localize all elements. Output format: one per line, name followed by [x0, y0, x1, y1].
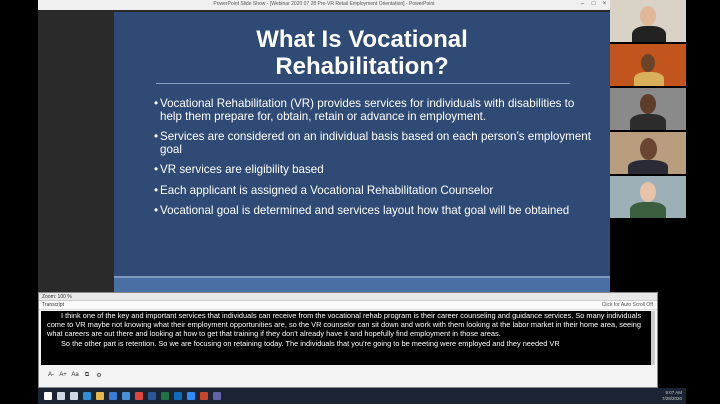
avatar-body	[634, 72, 664, 86]
window-title: PowerPoint Slide Show - [Webinar 2020 07 28 Pre-VR Retail Employment Orientation] - PowerPoint	[213, 1, 435, 7]
slide	[114, 12, 610, 292]
bullet-icon: •	[154, 97, 159, 110]
bullet-icon: •	[154, 204, 159, 217]
slide-footer-bar	[114, 276, 610, 292]
transcript-toolbar	[47, 372, 103, 379]
font-style-button[interactable]: Aa	[71, 372, 79, 378]
clock-date: 7/28/2020	[661, 396, 682, 401]
bullet-icon: •	[154, 163, 159, 176]
transcript-paragraph: So the other part is retention. So we are focusing on retaining today. The individuals that you're going to be meeting were employed and they needed VR	[61, 338, 560, 348]
excel-icon[interactable]	[161, 392, 169, 400]
slide-title	[114, 26, 610, 80]
avatar-head	[640, 94, 656, 114]
avatar-head	[640, 6, 656, 26]
bullet-text: Each applicant is assigned a Vocational Rehabilitation Counselor	[160, 183, 494, 197]
task-view-icon[interactable]	[70, 392, 78, 400]
auto-scroll-toggle[interactable]: Click for Auto Scroll Off	[601, 302, 653, 308]
bullet-text: Services are considered on an individual basis based on each person’s employment goal	[160, 130, 591, 156]
chrome-icon[interactable]	[135, 392, 143, 400]
increase-font-button[interactable]: A+	[59, 372, 67, 378]
settings-icon[interactable]: ⚙	[96, 373, 102, 379]
word-icon[interactable]	[148, 392, 156, 400]
avatar-body	[632, 26, 666, 42]
window-titlebar	[38, 0, 610, 10]
bullet-item	[156, 131, 596, 156]
avatar-body	[630, 114, 666, 130]
bullet-icon: •	[154, 183, 159, 197]
avatar-head	[640, 182, 656, 202]
zoom-level[interactable]: Zoom: 100 %	[42, 294, 72, 300]
zoom-icon[interactable]	[187, 392, 195, 400]
bullet-text: VR services are eligibility based	[160, 163, 324, 176]
transcript-tabbar	[39, 293, 657, 301]
bullet-item	[156, 205, 596, 218]
search-icon[interactable]	[57, 392, 65, 400]
slide-bullet-list	[156, 98, 596, 226]
video-tile-participant-4[interactable]	[610, 132, 686, 174]
slide-title-line-1: What Is Vocational	[256, 26, 468, 53]
bullet-item	[156, 164, 596, 177]
avatar-body	[630, 202, 666, 218]
avatar-head	[641, 54, 655, 72]
mail-icon[interactable]	[109, 392, 117, 400]
title-divider	[156, 83, 570, 84]
clock-time: 9:07 AM	[665, 390, 682, 395]
avatar-head	[640, 138, 657, 160]
powerpoint-window	[38, 0, 610, 292]
start-icon[interactable]	[44, 392, 52, 400]
taskbar-clock[interactable]	[662, 390, 682, 402]
transcript-label: Transcript	[42, 302, 65, 308]
avatar-body	[628, 160, 668, 174]
transcript-scrollbar[interactable]	[651, 311, 655, 365]
bullet-item	[156, 98, 596, 123]
store-icon[interactable]	[122, 392, 130, 400]
video-tile-participant-1[interactable]	[610, 0, 686, 42]
transcript-paragraph: I think one of the key and important services that individuals can receive from the vocational rehab program is their career counseling and guidance services. So many individuals come to VR maybe not knowing what their employment opportunities are, so the VR counselor can sit down and work with them looking at the labor market in their home area, seeing what careers are out there and looking at how to get that training if they don't already have it and hopefully find employment in those areas.	[47, 311, 642, 339]
close-icon[interactable]: ×	[602, 1, 607, 7]
transcript-header	[39, 301, 657, 310]
decrease-font-button[interactable]: A-	[48, 372, 54, 378]
video-tile-participant-2[interactable]	[610, 44, 686, 86]
bullet-item	[156, 185, 596, 198]
bullet-icon: •	[154, 130, 159, 143]
transcript-panel	[38, 292, 658, 388]
video-tile-participant-3[interactable]	[610, 88, 686, 130]
powerpoint-icon[interactable]	[200, 392, 208, 400]
popout-icon[interactable]: ⧉	[84, 372, 90, 378]
slide-title-line-2: Rehabilitation?	[275, 53, 449, 80]
video-tile-participant-5[interactable]	[610, 176, 686, 218]
transcript-text	[41, 311, 655, 365]
bullet-text: Vocational Rehabilitation (VR) provides services for individuals with disabilities to help them prepare for, obtain, retain or advance in employment.	[160, 97, 575, 123]
bullet-text: Vocational goal is determined and services layout how that goal will be obtained	[160, 204, 570, 217]
explorer-icon[interactable]	[96, 392, 104, 400]
maximize-icon[interactable]: □	[591, 1, 596, 7]
window-controls	[579, 1, 608, 8]
taskbar	[38, 388, 686, 404]
outlook-icon[interactable]	[174, 392, 182, 400]
minimize-icon[interactable]: –	[580, 1, 585, 7]
edge-icon[interactable]	[83, 392, 91, 400]
teams-icon[interactable]	[213, 392, 221, 400]
